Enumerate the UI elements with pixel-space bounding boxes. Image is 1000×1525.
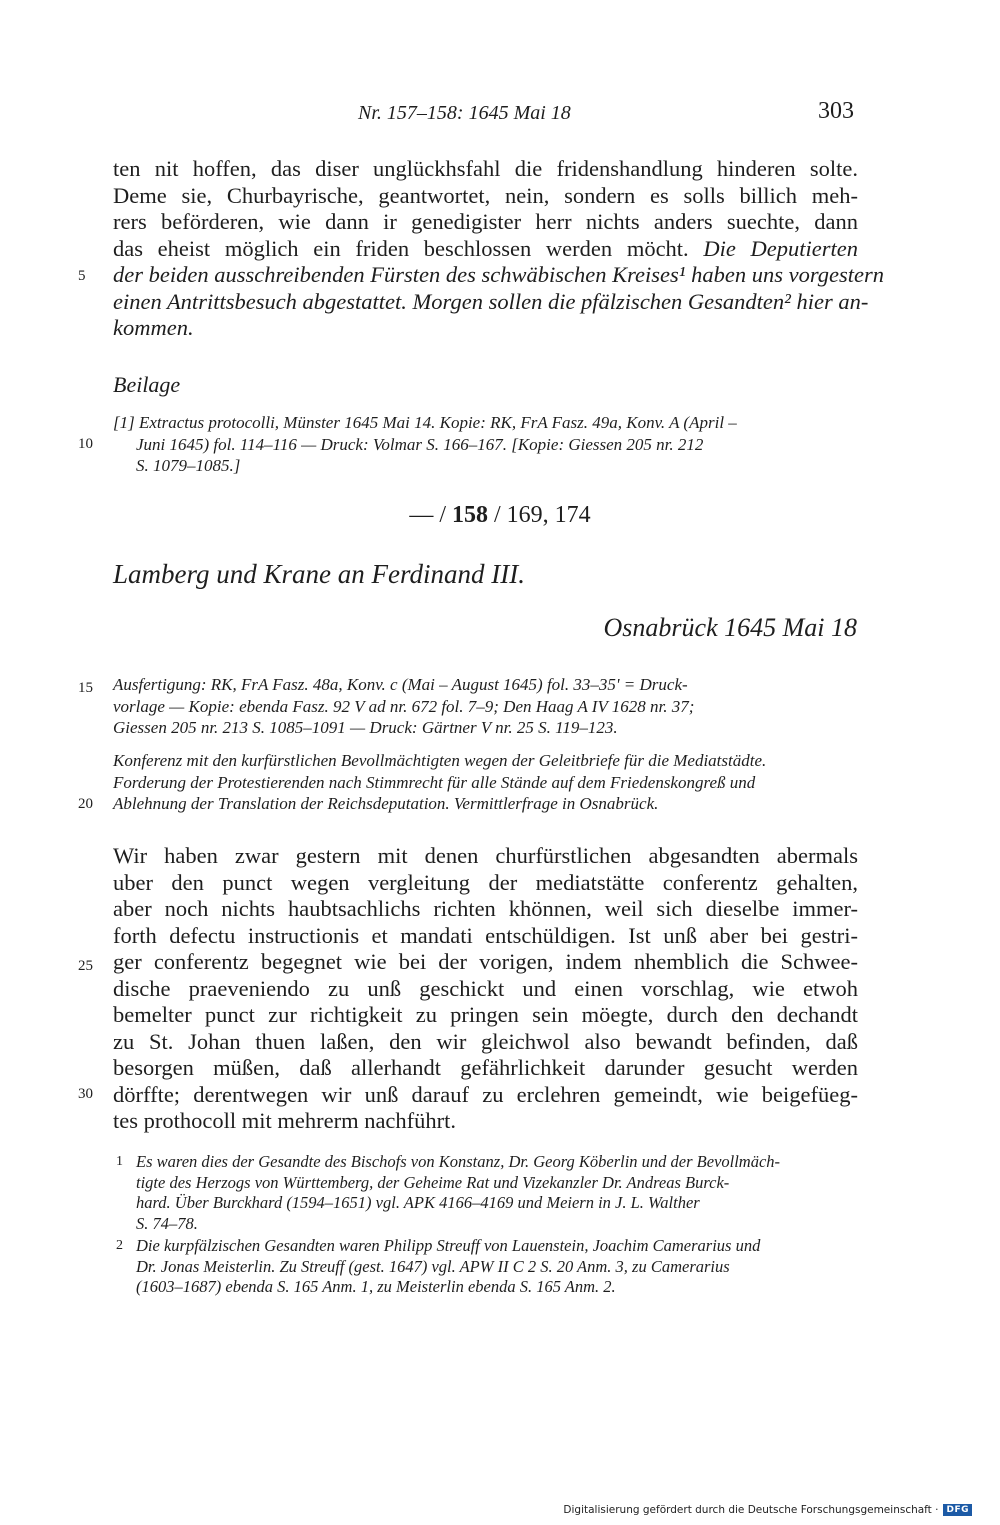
body-line: dörffte; derentwegen wir unß darauf zu erclehren gemeindt, wie beigefüeg- bbox=[113, 1081, 858, 1107]
page-number: 303 bbox=[818, 98, 854, 124]
regest-line: Forderung der Protestierenden nach Stimmrecht für alle Stände auf dem Friedenskongreß und bbox=[113, 772, 756, 792]
footnote-2 bbox=[113, 1236, 860, 1298]
body-line: zu St. Johan thuen laßen, den wir gleichwol also bewandt befinden, daß bbox=[113, 1028, 858, 1054]
source-line: Ausfertigung: RK, FrA Fasz. 48a, Konv. c (Mai – August 1645) fol. 33–35' = Druck- bbox=[113, 675, 688, 694]
source-line: vorlage — Kopie: ebenda Fasz. 92 V ad nr. 672 fol. 7–9; Den Haag A IV 1628 nr. 37; bbox=[113, 696, 695, 716]
footnote-line: tigte des Herzogs von Württemberg, der Geheime Rat und Vizekanzler Dr. Andreas Burck- bbox=[136, 1172, 730, 1192]
text-line: Deme sie, Churbayrische, geantwortet, nein, sondern es solls billich meh- bbox=[113, 182, 858, 208]
body-line: tes prothocoll mit mehrerm nachführt. bbox=[113, 1108, 457, 1133]
body-line: Wir haben zwar gestern mit denen churfürstlichen abgesandten abermals bbox=[113, 843, 858, 868]
text-line: rers beförderen, wie dann ir genedigister herr nichts anders suechte, dann bbox=[113, 209, 858, 234]
footnote-line: hard. Über Burckhard (1594–1651) vgl. APK 4166–4169 und Meiern in J. L. Walther bbox=[136, 1193, 700, 1212]
italic-line: kommen. bbox=[113, 315, 194, 340]
line-number: 10 bbox=[78, 436, 93, 452]
regest-line: Konferenz mit den kurfürstlichen Bevollmächtigten wegen der Geleitbriefe für die Mediatstädte. bbox=[113, 751, 767, 770]
footnote-line: Es waren dies der Gesandte des Bischofs von Konstanz, Dr. Georg Köberlin und der Bevollmäch- bbox=[136, 1152, 781, 1171]
beilage-line: S. 1079–1085.] bbox=[136, 456, 241, 475]
paragraph-continuation bbox=[113, 156, 884, 342]
doc-number-main: 158 bbox=[452, 502, 488, 528]
body-line: besorgen müßen, daß allerhandt gefährlichkeit darunder gesucht werden bbox=[113, 1055, 858, 1080]
dfg-logo: DFG bbox=[943, 1504, 972, 1516]
footnote-line: Die kurpfälzischen Gesandten waren Philipp Streuff von Lauenstein, Joachim Camerarius und bbox=[136, 1236, 761, 1255]
body-line: dische praeveniendo zu unß geschickt und einen vorschlag, wie etwoh bbox=[113, 975, 858, 1001]
text-line-mixed bbox=[113, 236, 858, 263]
footnote-line: Dr. Jonas Meisterlin. Zu Streuff (gest. 1647) vgl. APW II C 2 S. 20 Anm. 3, zu Camerarius bbox=[136, 1256, 730, 1276]
running-header-title: Nr. 157–158: 1645 Mai 18 bbox=[358, 102, 571, 124]
footnote-1 bbox=[113, 1152, 860, 1234]
italic-line: einen Antrittsbesuch abgestattet. Morgen sollen die pfälzischen Gesandten² hier an- bbox=[113, 288, 869, 314]
body-line: ger conferentz begegnet wie bei der vorigen, indem nhemblich die Schwee- bbox=[113, 949, 858, 974]
regest bbox=[113, 750, 858, 815]
line-number: 20 bbox=[78, 796, 93, 812]
body-line: forth defectu instructionis et mandati entschüldigen. Ist unß aber bei gestri- bbox=[113, 922, 858, 948]
footnote-line: S. 74–78. bbox=[136, 1213, 198, 1233]
doc-number-suffix: / 169, 174 bbox=[488, 502, 591, 528]
beilage-line: [1] Extractus protocolli, Münster 1645 Mai 14. Kopie: RK, FrA Fasz. 49a, Konv. A (April – bbox=[113, 413, 737, 432]
doc-number-prefix: — / bbox=[409, 502, 452, 528]
line-number: 25 bbox=[78, 958, 93, 974]
beilage-heading: Beilage bbox=[113, 372, 181, 397]
body-line: bemelter punct zur richtigkeit zu pringen sein möegte, durch den dechandt bbox=[113, 1002, 858, 1027]
line-number: 5 bbox=[78, 268, 86, 284]
document-number bbox=[0, 502, 1000, 529]
document-title: Lamberg und Krane an Ferdinand III. bbox=[113, 559, 525, 589]
footnote-line: (1603–1687) ebenda S. 165 Anm. 1, zu Meisterlin ebenda S. 165 Anm. 2. bbox=[136, 1277, 616, 1296]
regest-line: Ablehnung der Translation der Reichsdeputation. Vermittlerfrage in Osnabrück. bbox=[113, 794, 659, 813]
line-number: 30 bbox=[78, 1086, 93, 1102]
place-date: Osnabrück 1645 Mai 18 bbox=[603, 613, 857, 642]
source-description bbox=[113, 674, 858, 739]
beilage-line: Juni 1645) fol. 114–116 — Druck: Volmar S. 166–167. [Kopie: Giessen 205 nr. 212 bbox=[136, 434, 704, 454]
footnotes bbox=[113, 1152, 860, 1298]
digitization-footer bbox=[563, 1504, 972, 1516]
italic-line: der beiden ausschreibenden Fürsten des schwäbischen Kreises¹ haben uns vorgestern bbox=[113, 262, 884, 287]
italic-segment: Die Deputierten bbox=[703, 235, 858, 261]
letter-body bbox=[113, 843, 858, 1135]
footer-text: Digitalisierung gefördert durch die Deutsche Forschungsgemeinschaft · bbox=[563, 1504, 939, 1516]
text-segment: das eheist möglich ein friden beschlossen werden möcht. bbox=[113, 235, 689, 261]
footnote-mark: 2 bbox=[116, 1238, 123, 1253]
body-line: aber noch nichts haubtsachlichs richten khönnen, weil sich dieselbe immer- bbox=[113, 896, 858, 921]
body-line: uber den punct wegen vergleitung der mediatstätte conferentz gehalten, bbox=[113, 869, 858, 895]
line-number: 15 bbox=[78, 680, 93, 696]
footnote-mark: 1 bbox=[116, 1154, 123, 1169]
beilage-entry bbox=[113, 412, 858, 477]
source-line: Giessen 205 nr. 213 S. 1085–1091 — Druck: Gärtner V nr. 25 S. 119–123. bbox=[113, 718, 618, 737]
text-line: ten nit hoffen, das diser unglückhsfahl die fridenshandlung hinderen solte. bbox=[113, 156, 858, 181]
